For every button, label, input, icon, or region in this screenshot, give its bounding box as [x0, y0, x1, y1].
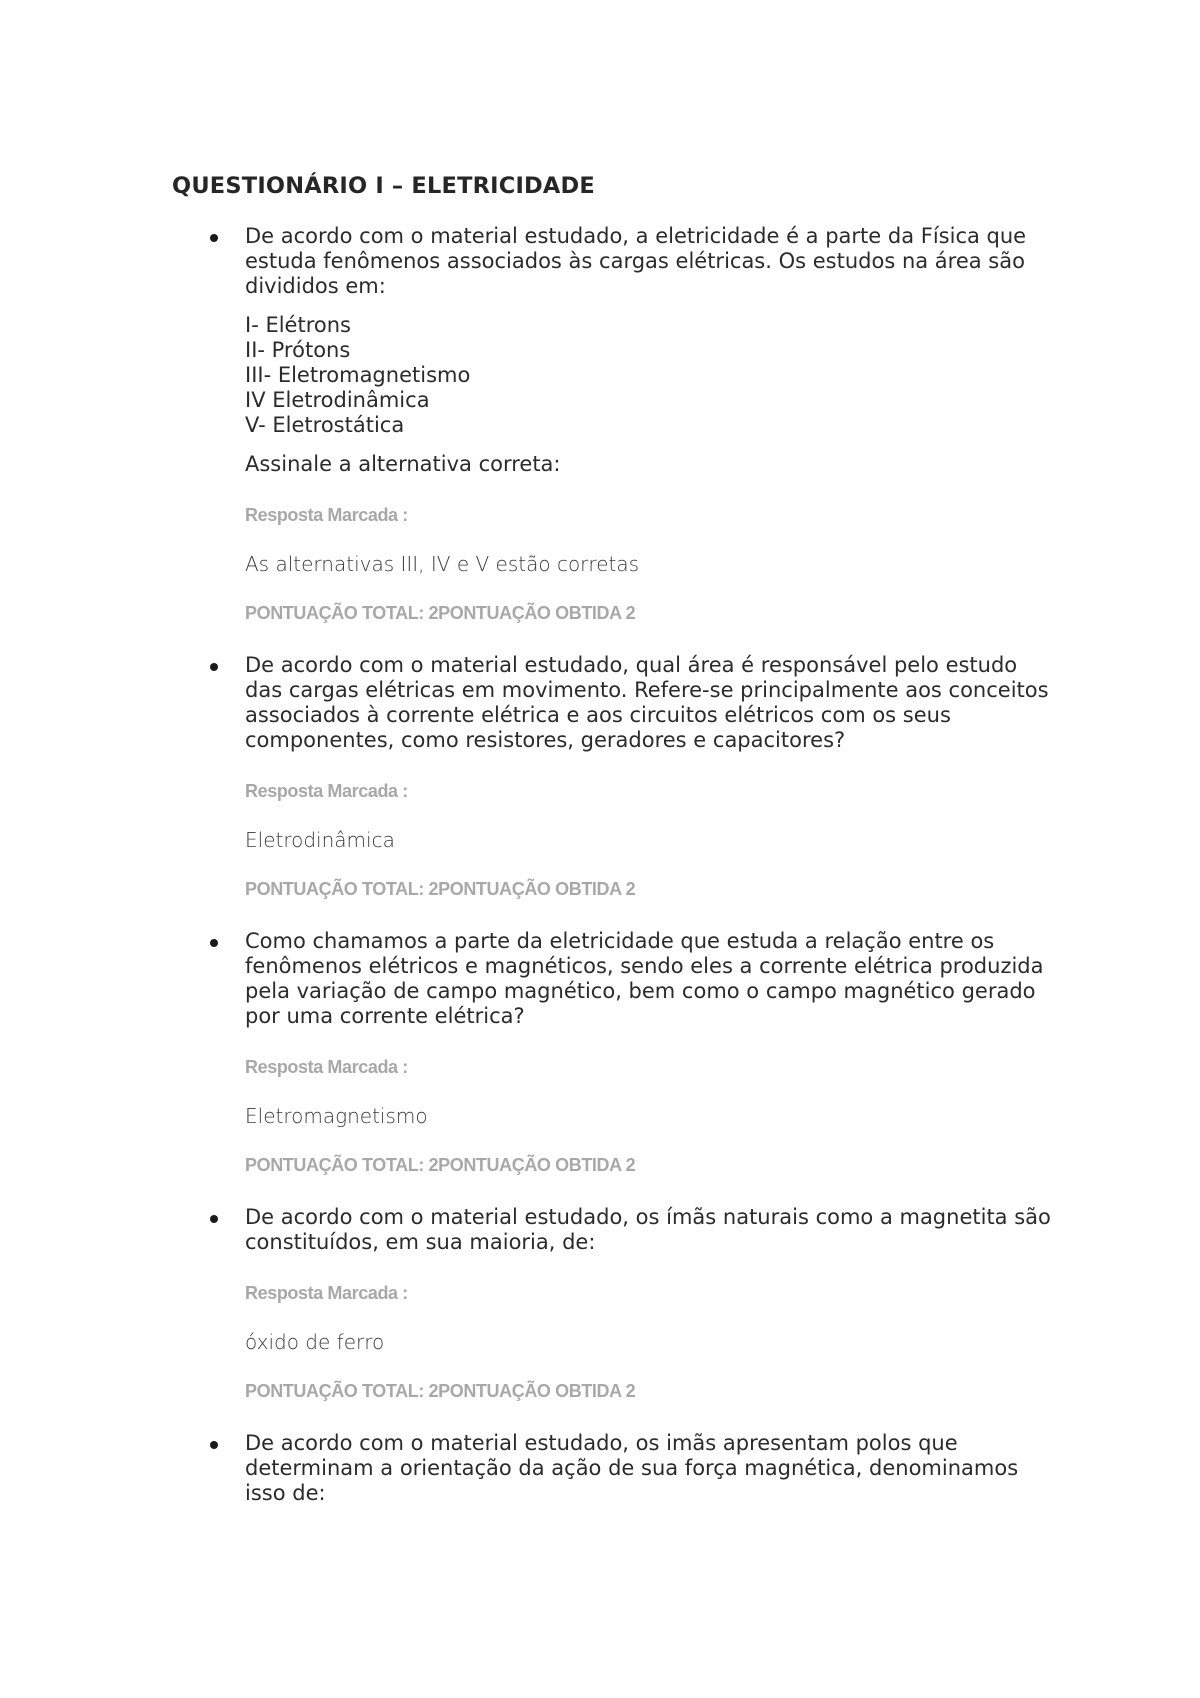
bullet-icon	[210, 663, 218, 671]
question-text: De acordo com o material estudado, qual área é responsável pelo estudo das cargas elétricas em movimento. Refere-se principalmente aos conceitos associados à corrente elétrica e aos circuitos elétricos com os seus componentes, como resistores, geradores e capacitores?	[245, 653, 1049, 752]
document-title: QUESTIONÁRIO I – ELETRICIDADE	[172, 173, 595, 199]
question-item	[172, 653, 1052, 900]
score-text: PONTUAÇÃO TOTAL: 2PONTUAÇÃO OBTIDA 2	[245, 879, 636, 899]
question-item	[172, 1431, 1052, 1506]
bullet-icon	[210, 1441, 218, 1449]
question-option: V- Eletrostática	[245, 413, 405, 437]
score-text: PONTUAÇÃO TOTAL: 2PONTUAÇÃO OBTIDA 2	[245, 603, 636, 623]
question-list	[172, 224, 1052, 1506]
answer-label: Resposta Marcada :	[245, 781, 408, 801]
answer-label: Resposta Marcada :	[245, 1057, 408, 1077]
answer-label: Resposta Marcada :	[245, 505, 408, 525]
question-option: III- Eletromagnetismo	[245, 363, 471, 387]
answer-value: óxido de ferro	[245, 1330, 385, 1354]
score-text: PONTUAÇÃO TOTAL: 2PONTUAÇÃO OBTIDA 2	[245, 1155, 636, 1175]
answer-value: Eletrodinâmica	[245, 828, 395, 852]
bullet-icon	[210, 939, 218, 947]
answer-value: As alternativas III, IV e V estão corretas	[245, 552, 640, 576]
question-option: IV Eletrodinâmica	[245, 388, 430, 412]
question-instruction: Assinale a alternativa correta:	[245, 452, 561, 476]
question-item	[172, 929, 1052, 1176]
answer-label: Resposta Marcada :	[245, 1283, 408, 1303]
score-text: PONTUAÇÃO TOTAL: 2PONTUAÇÃO OBTIDA 2	[245, 1381, 636, 1401]
bullet-icon	[210, 1215, 218, 1223]
question-text: Como chamamos a parte da eletricidade que estuda a relação entre os fenômenos elétricos e magnéticos, sendo eles a corrente elétrica produzida pela variação de campo magnético, bem como o campo magnético gerado por uma corrente elétrica?	[245, 929, 1044, 1028]
answer-value: Eletromagnetismo	[245, 1104, 428, 1128]
question-text: De acordo com o material estudado, os imãs apresentam polos que determinam a orientação da ação de sua força magnética, denominamos isso de:	[245, 1431, 1019, 1505]
question-text: De acordo com o material estudado, os ímãs naturais como a magnetita são constituídos, em sua maioria, de:	[245, 1205, 1051, 1254]
question-item	[172, 1205, 1052, 1402]
question-options	[245, 313, 1052, 438]
question-text: De acordo com o material estudado, a eletricidade é a parte da Física que estuda fenômenos associados às cargas elétricas. Os estudos na área são divididos em:	[245, 224, 1027, 298]
question-item	[172, 224, 1052, 624]
document-page	[172, 172, 1052, 1506]
question-option: I- Elétrons	[245, 313, 351, 337]
question-option: II- Prótons	[245, 338, 351, 362]
bullet-icon	[210, 234, 218, 242]
